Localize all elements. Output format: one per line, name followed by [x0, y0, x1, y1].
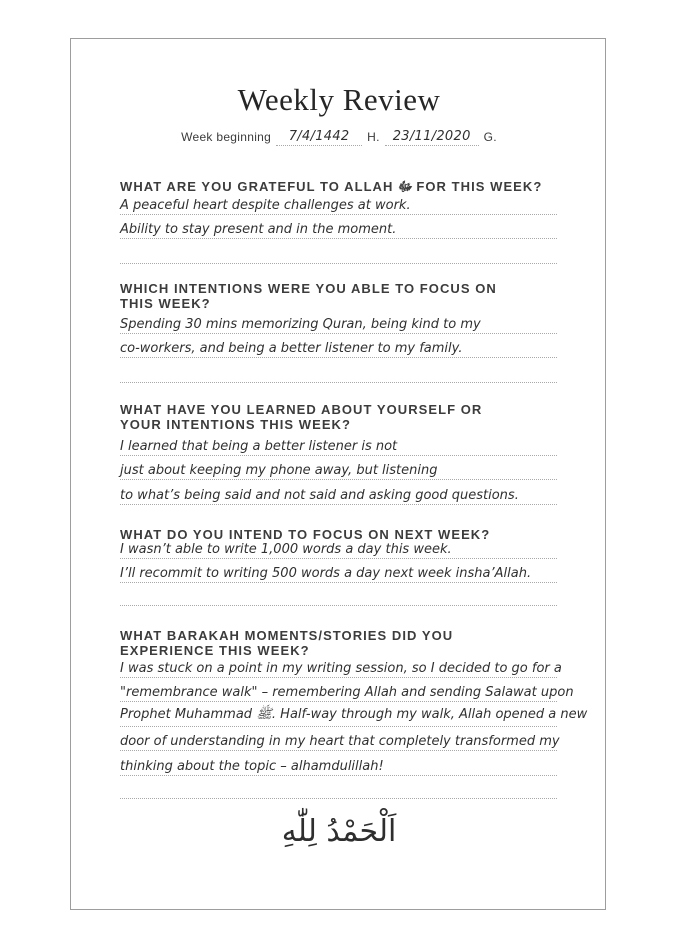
hijri-era-label: H. — [367, 130, 380, 144]
handwritten-answer: "remembrance walk" – remembering Allah and sending Salawat upon — [120, 685, 574, 700]
handwritten-answer: Prophet Muhammad ﷺ. Half-way through my walk, Allah opened a new — [120, 707, 588, 722]
handwritten-answer: I wasn’t able to write 1,000 words a day this week. — [120, 542, 452, 557]
week-beginning-label: Week beginning — [181, 130, 272, 144]
answer-line — [120, 308, 557, 334]
heading-line: WHAT HAVE YOU LEARNED ABOUT YOURSELF OR — [120, 402, 483, 417]
answer-line-empty — [120, 580, 557, 606]
heading-line: WHAT BARAKAH MOMENTS/STORIES DID YOU — [120, 628, 454, 643]
section-intentions-heading — [120, 281, 557, 311]
handwritten-answer: A peaceful heart despite challenges at work. — [120, 198, 411, 213]
gregorian-date-value: 23/11/2020 — [392, 129, 471, 144]
answer-line — [120, 533, 557, 559]
handwritten-answer: to what’s being said and not said and asking good questions. — [120, 488, 519, 503]
answer-line — [120, 332, 557, 358]
answer-line — [120, 676, 574, 702]
handwritten-answer: co-workers, and being a better listener to my family. — [120, 341, 463, 356]
gregorian-era-label: G. — [483, 130, 497, 144]
answer-line-empty — [120, 238, 557, 264]
heading-line: WHAT ARE YOU GRATEFUL TO ALLAH ﷻ FOR THIS WEEK? — [120, 179, 543, 194]
handwritten-answer: thinking about the topic – alhamdulillah! — [120, 759, 384, 774]
answer-line — [120, 652, 562, 678]
hijri-date-value: 7/4/1442 — [288, 129, 350, 144]
answer-line-empty — [120, 357, 557, 383]
answer-line — [120, 725, 560, 751]
heading-line: YOUR INTENTIONS THIS WEEK? — [120, 417, 351, 432]
answer-line — [120, 479, 557, 505]
handwritten-answer: door of understanding in my heart that completely transformed my — [120, 734, 560, 749]
alhamdulillah-calligraphy: اَلْحَمْدُ لِلّٰهِ — [281, 814, 397, 849]
answer-line — [120, 430, 557, 456]
answer-line — [120, 701, 588, 727]
page-title: Weekly Review — [237, 82, 441, 117]
section-learned-heading — [120, 402, 557, 432]
heading-line: THIS WEEK? — [120, 296, 211, 311]
handwritten-answer: I’ll recommit to writing 500 words a day next week insha’Allah. — [120, 566, 532, 581]
answer-line — [120, 454, 557, 480]
handwritten-answer: Spending 30 mins memorizing Quran, being kind to my — [120, 317, 481, 332]
heading-line: WHAT DO YOU INTEND TO FOCUS ON NEXT WEEK? — [120, 527, 491, 542]
handwritten-answer: Ability to stay present and in the moment. — [120, 222, 397, 237]
answer-line — [120, 213, 557, 239]
heading-line: WHICH INTENTIONS WERE YOU ABLE TO FOCUS ON — [120, 281, 497, 296]
handwritten-answer: I was stuck on a point in my writing session, so I decided to go for a — [120, 661, 562, 676]
answer-line — [120, 189, 557, 215]
handwritten-answer: I learned that being a better listener is not — [120, 439, 398, 454]
heading-line: EXPERIENCE THIS WEEK? — [120, 643, 310, 658]
handwritten-answer: just about keeping my phone away, but listening — [120, 463, 438, 478]
answer-line-empty — [120, 773, 557, 799]
